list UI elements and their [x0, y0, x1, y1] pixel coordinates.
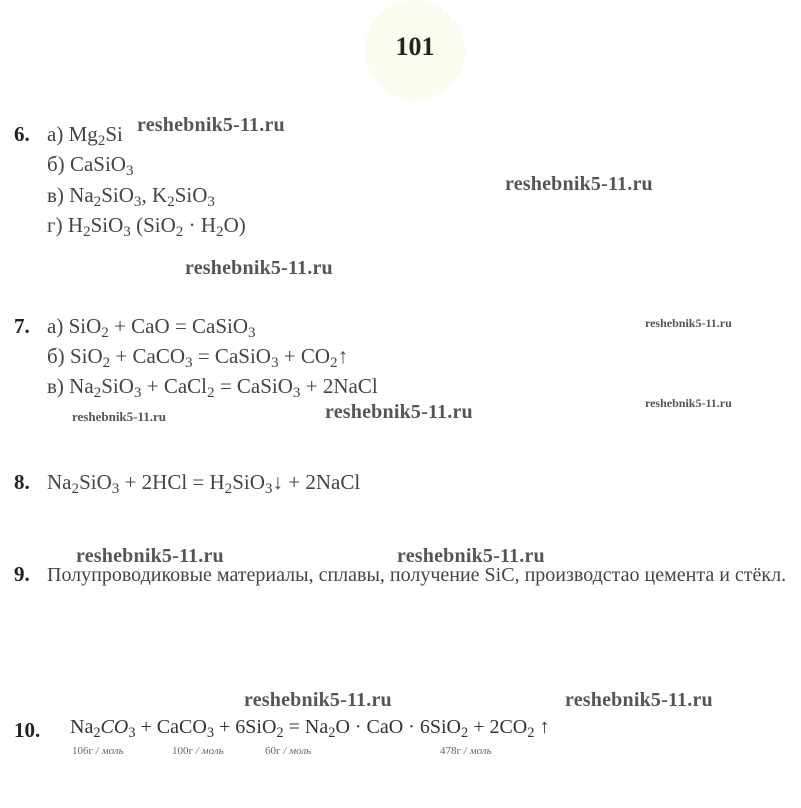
molar-mass-glass: 478г / моль [440, 745, 492, 757]
q6-answer-c: в) $Na_2SiO_3$, $K_2SiO_3$ [47, 183, 215, 211]
q10-reaction: $Na_2CO_3$ + CaCO$_3$ + $6SiO_2 = Na_2O$ · CaO · $6SiO_2 + 2CO_2$ ↑ [70, 716, 550, 742]
molar-mass-na2co3: 106г / моль [72, 745, 124, 757]
question-7-number: 7. [14, 314, 30, 338]
watermark: reshebnik5-11.ru [137, 114, 285, 136]
molar-mass-caco3: 100г / моль [172, 745, 224, 757]
question-10-number: 10. [14, 718, 41, 742]
watermark: reshebnik5-11.ru [565, 689, 713, 711]
watermark: reshebnik5-11.ru [397, 545, 545, 567]
question-8-number: 8. [14, 470, 30, 494]
watermark: reshebnik5-11.ru [505, 173, 653, 195]
watermark: reshebnik5-11.ru [72, 409, 167, 424]
molar-mass-sio2: 60г / моль [265, 745, 312, 757]
question-9-number: 9. [14, 562, 30, 586]
watermark: reshebnik5-11.ru [325, 401, 473, 423]
page-number: 101 [395, 32, 435, 61]
watermark: reshebnik5-11.ru [244, 689, 392, 711]
watermark: reshebnik5-11.ru [645, 396, 732, 410]
q8-reaction: $Na_2SiO_3 + 2HCl$ = $H_2SiO_3↓$ + 2NaCl [47, 470, 361, 498]
q6-answer-b: б) CaSiO$_3$ [47, 152, 134, 180]
q6-answer-a: а) $Mg_2Si$ [47, 122, 123, 150]
q7-reaction-a: а) SiO$_2$ + CaO = CaSiO$_3$ [47, 314, 256, 342]
watermark: reshebnik5-11.ru [645, 316, 732, 330]
watermark: reshebnik5-11.ru [76, 545, 224, 567]
q6-answer-d: г) $H_2SiO_3$ $(SiO_2 \cdot H_2O)$ [47, 213, 246, 241]
watermark: reshebnik5-11.ru [185, 257, 333, 279]
q9-answer-text: Полупроводиковые материалы, сплавы, получение SiC, производстао цемента и стёкл. [47, 564, 787, 586]
q7-reaction-b: б) SiO$_2$ + CaCO$_3$ = CaSiO$_3$ + $CO_2↑$ [47, 344, 349, 372]
question-6-number: 6. [14, 122, 30, 146]
q7-reaction-c: в) $Na_2SiO_3$ + CaCl$_2$ = CaSiO$_3$ + 2NaCl [47, 374, 378, 402]
